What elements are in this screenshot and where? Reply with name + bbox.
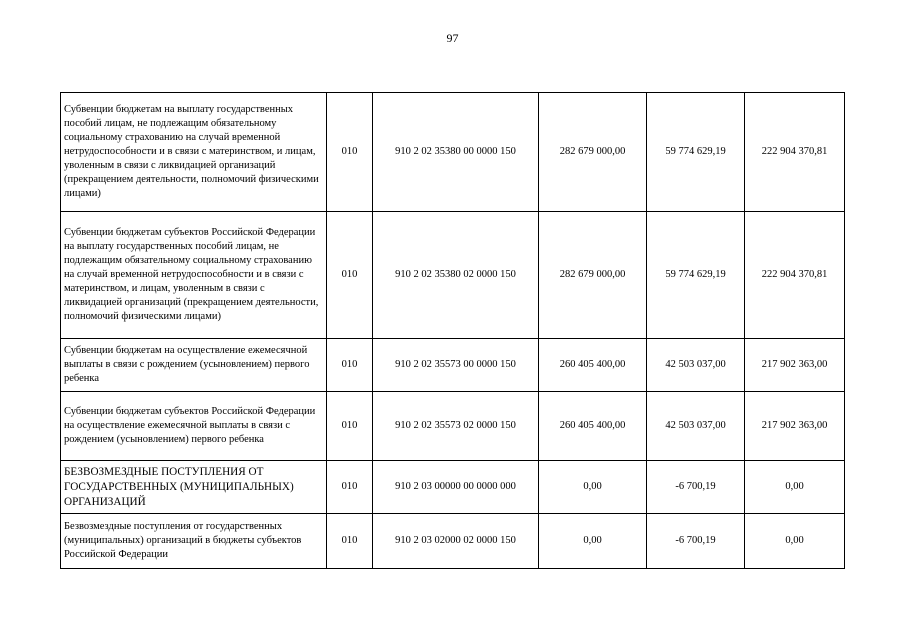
row-executed-cell: 42 503 037,00 xyxy=(647,392,745,461)
row-kbk-cell: 910 2 03 02000 02 0000 150 xyxy=(373,514,539,569)
row-approved-cell: 282 679 000,00 xyxy=(539,212,647,339)
row-kbk-cell: 910 2 03 00000 00 0000 000 xyxy=(373,461,539,514)
page-number: 97 xyxy=(446,31,459,45)
row-executed-cell: -6 700,19 xyxy=(647,461,745,514)
table-row xyxy=(61,93,845,212)
row-name-cell: Безвозмездные поступления от государственных (муниципальных) организаций в бюджеты субъектов Российской Федерации xyxy=(61,514,327,569)
row-name-cell: Субвенции бюджетам субъектов Российской Федерации на выплату государственных пособий лицам, не подлежащим обязательному социальному страхованию на случай временной нетрудоспособности и в связи с материнством, и лицам, уволенным в связи с ликвидацией организаций (прекращением деятельности, полномочий физическими лицами) xyxy=(61,212,327,339)
row-name-cell: Субвенции бюджетам субъектов Российской Федерации на осуществление ежемесячной выплаты в связи с рождением (усыновлением) первого ребенка xyxy=(61,392,327,461)
row-remaining-cell: 217 902 363,00 xyxy=(745,339,845,392)
row-code-cell: 010 xyxy=(327,514,373,569)
row-approved-cell: 282 679 000,00 xyxy=(539,93,647,212)
table-row xyxy=(61,339,845,392)
table-row xyxy=(61,392,845,461)
row-executed-cell: 42 503 037,00 xyxy=(647,339,745,392)
row-name-cell: Субвенции бюджетам на осуществление ежемесячной выплаты в связи с рождением (усыновлением) первого ребенка xyxy=(61,339,327,392)
row-kbk-cell: 910 2 02 35573 02 0000 150 xyxy=(373,392,539,461)
row-remaining-cell: 0,00 xyxy=(745,514,845,569)
row-approved-cell: 260 405 400,00 xyxy=(539,339,647,392)
row-approved-cell: 0,00 xyxy=(539,514,647,569)
row-name-cell: БЕЗВОЗМЕЗДНЫЕ ПОСТУПЛЕНИЯ ОТ ГОСУДАРСТВЕННЫХ (МУНИЦИПАЛЬНЫХ) ОРГАНИЗАЦИЙ xyxy=(61,461,327,514)
row-code-cell: 010 xyxy=(327,392,373,461)
row-approved-cell: 260 405 400,00 xyxy=(539,392,647,461)
row-executed-cell: -6 700,19 xyxy=(647,514,745,569)
row-approved-cell: 0,00 xyxy=(539,461,647,514)
row-kbk-cell: 910 2 02 35380 00 0000 150 xyxy=(373,93,539,212)
row-executed-cell: 59 774 629,19 xyxy=(647,212,745,339)
row-name-cell: Субвенции бюджетам на выплату государственных пособий лицам, не подлежащим обязательному социальному страхованию на случай временной нетрудоспособности и в связи с материнством, и лицам, уволенным в связи с ликвидацией организаций (прекращением деятельности, полномочий физическими лицами) xyxy=(61,93,327,212)
row-remaining-cell: 217 902 363,00 xyxy=(745,392,845,461)
row-code-cell: 010 xyxy=(327,339,373,392)
table-row xyxy=(61,212,845,339)
row-kbk-cell: 910 2 02 35380 02 0000 150 xyxy=(373,212,539,339)
row-remaining-cell: 0,00 xyxy=(745,461,845,514)
row-code-cell: 010 xyxy=(327,93,373,212)
table-row xyxy=(61,514,845,569)
row-code-cell: 010 xyxy=(327,212,373,339)
row-remaining-cell: 222 904 370,81 xyxy=(745,93,845,212)
row-code-cell: 010 xyxy=(327,461,373,514)
table-row xyxy=(61,461,845,514)
row-kbk-cell: 910 2 02 35573 00 0000 150 xyxy=(373,339,539,392)
budget-table xyxy=(60,92,845,569)
row-executed-cell: 59 774 629,19 xyxy=(647,93,745,212)
row-remaining-cell: 222 904 370,81 xyxy=(745,212,845,339)
